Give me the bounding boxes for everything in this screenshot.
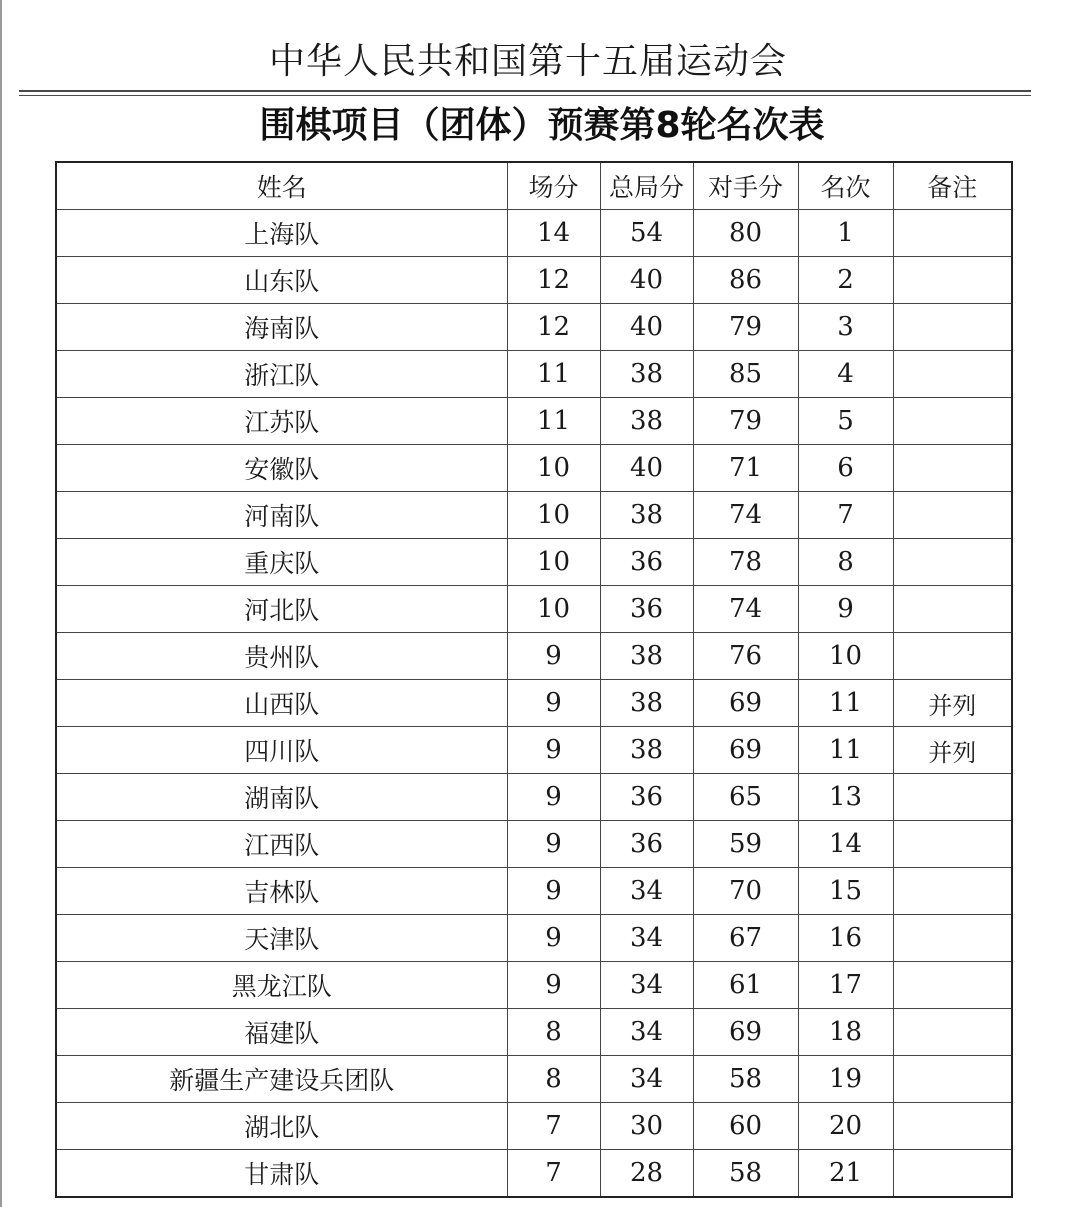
opponent-points-cell: 69 — [693, 727, 798, 774]
table-row — [56, 680, 1012, 727]
opponent-points-cell: 58 — [693, 1056, 798, 1103]
header-divider — [19, 90, 1031, 96]
opponent-points-cell: 58 — [693, 1150, 798, 1198]
remark-cell — [893, 304, 1012, 351]
team-name-cell: 湖北队 — [56, 1103, 507, 1150]
table-row — [56, 727, 1012, 774]
table-row — [56, 257, 1012, 304]
team-name-cell: 江苏队 — [56, 398, 507, 445]
rank-cell: 6 — [798, 445, 893, 492]
table-row — [56, 868, 1012, 915]
table-row — [56, 962, 1012, 1009]
game-points-cell: 38 — [600, 680, 693, 727]
opponent-points-cell: 78 — [693, 539, 798, 586]
game-points-cell: 38 — [600, 633, 693, 680]
match-points-cell: 8 — [507, 1009, 600, 1056]
remark-cell — [893, 351, 1012, 398]
remark-cell — [893, 586, 1012, 633]
match-points-cell: 8 — [507, 1056, 600, 1103]
table-row — [56, 1009, 1012, 1056]
game-points-cell: 36 — [600, 539, 693, 586]
match-points-cell: 14 — [507, 210, 600, 257]
game-points-cell: 28 — [600, 1150, 693, 1198]
match-points-cell: 10 — [507, 445, 600, 492]
opponent-points-cell: 74 — [693, 492, 798, 539]
match-points-cell: 11 — [507, 351, 600, 398]
game-points-cell: 40 — [600, 304, 693, 351]
rank-cell: 1 — [798, 210, 893, 257]
table-header — [56, 162, 1012, 210]
rank-cell: 17 — [798, 962, 893, 1009]
match-points-cell: 7 — [507, 1103, 600, 1150]
page-left-border — [0, 0, 2, 1207]
opponent-points-cell: 74 — [693, 586, 798, 633]
match-points-cell: 10 — [507, 586, 600, 633]
team-name-cell: 海南队 — [56, 304, 507, 351]
match-points-cell: 10 — [507, 492, 600, 539]
opponent-points-cell: 85 — [693, 351, 798, 398]
rank-cell: 20 — [798, 1103, 893, 1150]
game-points-cell: 38 — [600, 351, 693, 398]
table-row — [56, 351, 1012, 398]
match-points-cell: 9 — [507, 915, 600, 962]
remark-cell — [893, 1009, 1012, 1056]
document-header: 中华人民共和国第十五届运动会 — [268, 41, 787, 82]
column-header-game-points: 总局分 — [600, 162, 693, 210]
column-header-name: 姓名 — [56, 162, 507, 210]
game-points-cell: 38 — [600, 492, 693, 539]
table-body — [56, 210, 1012, 1198]
match-points-cell: 9 — [507, 868, 600, 915]
remark-cell — [893, 962, 1012, 1009]
team-name-cell: 山西队 — [56, 680, 507, 727]
match-points-cell: 12 — [507, 257, 600, 304]
opponent-points-cell: 67 — [693, 915, 798, 962]
table-row — [56, 1056, 1012, 1103]
remark-cell — [893, 445, 1012, 492]
rank-cell: 16 — [798, 915, 893, 962]
game-points-cell: 38 — [600, 727, 693, 774]
team-name-cell: 浙江队 — [56, 351, 507, 398]
remark-cell — [893, 539, 1012, 586]
match-points-cell: 9 — [507, 727, 600, 774]
team-name-cell: 福建队 — [56, 1009, 507, 1056]
opponent-points-cell: 79 — [693, 398, 798, 445]
column-header-opponent-points: 对手分 — [693, 162, 798, 210]
match-points-cell: 11 — [507, 398, 600, 445]
table-row — [56, 398, 1012, 445]
opponent-points-cell: 60 — [693, 1103, 798, 1150]
table-row — [56, 210, 1012, 257]
team-name-cell: 重庆队 — [56, 539, 507, 586]
remark-cell — [893, 492, 1012, 539]
table-row — [56, 774, 1012, 821]
team-name-cell: 吉林队 — [56, 868, 507, 915]
team-name-cell: 新疆生产建设兵团队 — [56, 1056, 507, 1103]
rank-cell: 2 — [798, 257, 893, 304]
match-points-cell: 9 — [507, 774, 600, 821]
opponent-points-cell: 80 — [693, 210, 798, 257]
remark-cell — [893, 1103, 1012, 1150]
table-row — [56, 1103, 1012, 1150]
rank-cell: 8 — [798, 539, 893, 586]
match-points-cell: 9 — [507, 821, 600, 868]
rank-cell: 5 — [798, 398, 893, 445]
game-points-cell: 34 — [600, 962, 693, 1009]
match-points-cell: 9 — [507, 962, 600, 1009]
opponent-points-cell: 59 — [693, 821, 798, 868]
rank-cell: 11 — [798, 727, 893, 774]
remark-cell — [893, 1150, 1012, 1198]
team-name-cell: 河南队 — [56, 492, 507, 539]
rank-cell: 14 — [798, 821, 893, 868]
rank-cell: 11 — [798, 680, 893, 727]
rank-cell: 15 — [798, 868, 893, 915]
table-row — [56, 915, 1012, 962]
opponent-points-cell: 86 — [693, 257, 798, 304]
document-title: 围棋项目（团体）预赛第8轮名次表 — [259, 105, 825, 146]
remark-cell: 并列 — [893, 727, 1012, 774]
table-row — [56, 539, 1012, 586]
opponent-points-cell: 69 — [693, 680, 798, 727]
match-points-cell: 7 — [507, 1150, 600, 1198]
team-name-cell: 湖南队 — [56, 774, 507, 821]
remark-cell — [893, 821, 1012, 868]
match-points-cell: 9 — [507, 633, 600, 680]
rank-cell: 13 — [798, 774, 893, 821]
remark-cell: 并列 — [893, 680, 1012, 727]
game-points-cell: 54 — [600, 210, 693, 257]
team-name-cell: 上海队 — [56, 210, 507, 257]
team-name-cell: 四川队 — [56, 727, 507, 774]
column-header-match-points: 场分 — [507, 162, 600, 210]
game-points-cell: 40 — [600, 257, 693, 304]
remark-cell — [893, 868, 1012, 915]
remark-cell — [893, 633, 1012, 680]
team-name-cell: 黑龙江队 — [56, 962, 507, 1009]
team-name-cell: 天津队 — [56, 915, 507, 962]
rank-cell: 9 — [798, 586, 893, 633]
opponent-points-cell: 71 — [693, 445, 798, 492]
table-row — [56, 1150, 1012, 1198]
column-header-rank: 名次 — [798, 162, 893, 210]
team-name-cell: 甘肃队 — [56, 1150, 507, 1198]
table-row — [56, 821, 1012, 868]
opponent-points-cell: 70 — [693, 868, 798, 915]
header-row — [56, 162, 1012, 210]
game-points-cell: 36 — [600, 821, 693, 868]
opponent-points-cell: 76 — [693, 633, 798, 680]
rank-cell: 10 — [798, 633, 893, 680]
game-points-cell: 34 — [600, 1009, 693, 1056]
team-name-cell: 河北队 — [56, 586, 507, 633]
match-points-cell: 12 — [507, 304, 600, 351]
table-row — [56, 445, 1012, 492]
team-name-cell: 安徽队 — [56, 445, 507, 492]
rank-cell: 7 — [798, 492, 893, 539]
rank-cell: 18 — [798, 1009, 893, 1056]
game-points-cell: 34 — [600, 915, 693, 962]
rank-cell: 21 — [798, 1150, 893, 1198]
game-points-cell: 36 — [600, 774, 693, 821]
opponent-points-cell: 65 — [693, 774, 798, 821]
rank-cell: 19 — [798, 1056, 893, 1103]
game-points-cell: 34 — [600, 1056, 693, 1103]
team-name-cell: 贵州队 — [56, 633, 507, 680]
remark-cell — [893, 398, 1012, 445]
remark-cell — [893, 257, 1012, 304]
rank-cell: 3 — [798, 304, 893, 351]
table-row — [56, 633, 1012, 680]
table-row — [56, 304, 1012, 351]
table-row — [56, 492, 1012, 539]
opponent-points-cell: 69 — [693, 1009, 798, 1056]
remark-cell — [893, 915, 1012, 962]
game-points-cell: 30 — [600, 1103, 693, 1150]
rank-cell: 4 — [798, 351, 893, 398]
column-header-remark: 备注 — [893, 162, 1012, 210]
table-row — [56, 586, 1012, 633]
game-points-cell: 38 — [600, 398, 693, 445]
game-points-cell: 34 — [600, 868, 693, 915]
remark-cell — [893, 1056, 1012, 1103]
match-points-cell: 10 — [507, 539, 600, 586]
remark-cell — [893, 774, 1012, 821]
standings-table — [55, 161, 1013, 1198]
team-name-cell: 江西队 — [56, 821, 507, 868]
game-points-cell: 40 — [600, 445, 693, 492]
game-points-cell: 36 — [600, 586, 693, 633]
team-name-cell: 山东队 — [56, 257, 507, 304]
opponent-points-cell: 79 — [693, 304, 798, 351]
match-points-cell: 9 — [507, 680, 600, 727]
remark-cell — [893, 210, 1012, 257]
opponent-points-cell: 61 — [693, 962, 798, 1009]
